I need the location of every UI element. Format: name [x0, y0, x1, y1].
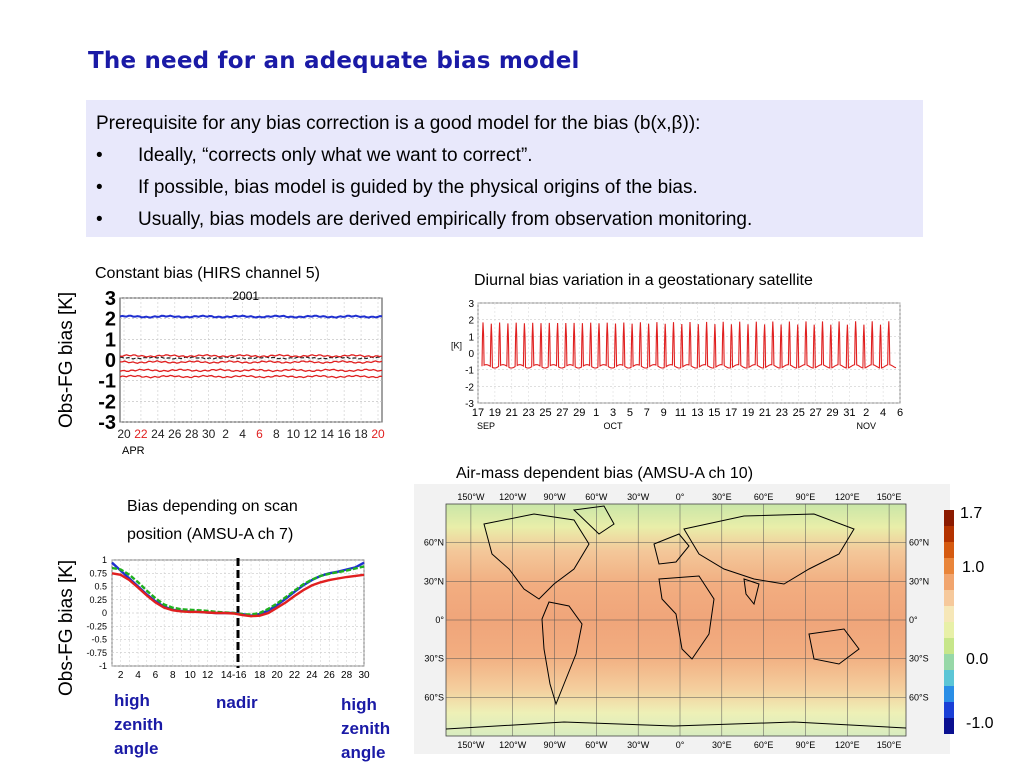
y-tick-label: 2 — [104, 308, 116, 331]
y-tick-label: 0 — [104, 350, 116, 372]
bullet-item — [96, 140, 913, 172]
y-tick-label: -0.25 — [86, 621, 107, 632]
colorbar-segment — [944, 702, 954, 718]
y-tick-label: 0.75 — [89, 568, 107, 579]
y-tick-label: 1 — [468, 332, 474, 344]
x-tick-label: 1 — [593, 407, 600, 419]
x-tick-label: 28 — [341, 670, 353, 681]
x-tick-label: 27 — [556, 407, 569, 419]
colorbar-segment — [944, 558, 954, 574]
x-tick-label: 12 — [202, 670, 214, 681]
x-tick-label: 4 — [239, 427, 246, 441]
y-tick-label: 0 — [468, 349, 474, 360]
caption-hirs: Constant bias (HIRS channel 5) — [95, 265, 320, 282]
airmass-map — [414, 484, 950, 754]
y-tick-label-left: 30°N — [423, 576, 444, 587]
bullet-text: Ideally, “corrects only what we want to correct”. — [138, 145, 533, 166]
intro-text: Prerequisite for any bias correction is a good model for the bias (b(x,β)): — [96, 113, 701, 134]
y-tick-label: 0 — [101, 608, 107, 618]
x-tick-label-bottom: 120°E — [834, 740, 860, 750]
note-left — [114, 689, 163, 761]
x-tick-label: 3 — [609, 407, 617, 419]
x-tick-label-bottom: 0° — [675, 740, 685, 750]
y-tick-label-left: 30°S — [424, 653, 444, 664]
page-title: The need for an adequate bias model — [88, 48, 580, 74]
note-right-line: zenith — [341, 719, 391, 738]
x-tick-label: 6 — [896, 407, 904, 419]
x-tick-label: 2 — [117, 670, 124, 681]
note-right — [341, 693, 390, 765]
bullet-item — [96, 204, 913, 236]
x-tick-label: 28 — [185, 427, 199, 441]
y-tick-label: -0.5 — [91, 634, 107, 645]
x-tick-label: 23 — [522, 407, 535, 419]
x-tick-label-top: 60°E — [753, 492, 774, 502]
y-tick-label: -3 — [465, 399, 474, 410]
x-tick-label: 25 — [539, 407, 552, 419]
x-tick-label: 24 — [151, 427, 165, 441]
colorbar-segment — [944, 526, 954, 542]
x-tick-label: 23 — [775, 407, 788, 419]
colorbar-segment — [944, 686, 954, 702]
prerequisite-box — [86, 100, 923, 237]
colorbar-segment — [944, 606, 954, 622]
x-tick-label: 11 — [674, 407, 687, 419]
y-tick-label-right: 30°N — [909, 576, 930, 587]
x-tick-label: 10 — [286, 427, 301, 441]
note-right-line: angle — [341, 743, 386, 762]
colorbar-segment — [944, 542, 954, 558]
x-tick-label-bottom: 150°E — [876, 740, 902, 750]
y-tick-label: 3 — [468, 299, 474, 310]
colorbar-segment — [944, 654, 954, 670]
x-tick-label: 30 — [201, 427, 216, 441]
scan-chart — [84, 552, 374, 692]
colorbar-label: 1.0 — [962, 559, 985, 576]
x-tick-label: 29 — [826, 407, 839, 419]
y-tick-label-right: 30°S — [909, 653, 929, 664]
y-unit-label: [K] — [450, 340, 462, 351]
ylabel-bottom: Obs-FG bias [K] — [56, 559, 77, 696]
x-tick-label-bottom: 30°W — [627, 740, 650, 750]
x-tick-label: 19 — [741, 407, 755, 419]
x-tick-label: 18 — [254, 670, 266, 681]
colorbar-segment — [944, 510, 954, 526]
note-right-line: high — [341, 695, 377, 714]
x-tick-label: 16 — [337, 427, 351, 441]
x-tick-label: 15 — [708, 407, 721, 419]
x-tick-label: 7 — [643, 407, 650, 419]
y-tick-label: -1 — [98, 661, 107, 671]
x-tick-label: 26 — [323, 670, 335, 681]
x-tick-label: 18 — [354, 427, 368, 441]
x-tick-label-top: 90°E — [795, 492, 816, 502]
colorbar-segment — [944, 718, 954, 734]
y-tick-label: 0.5 — [94, 581, 107, 592]
x-tick-label: 29 — [573, 407, 586, 419]
y-tick-label: -0.75 — [86, 647, 107, 658]
x-tick-label: 17 — [471, 407, 485, 419]
x-tick-label: 8 — [170, 670, 176, 681]
x-tick-label: 13 — [691, 407, 704, 419]
colorbar-segment — [944, 638, 954, 654]
caption-diurnal: Diurnal bias variation in a geostationary satellite — [474, 272, 813, 289]
colorbar-segment — [944, 574, 954, 590]
x-tick-label: 4 — [880, 407, 887, 419]
y-tick-label: -2 — [465, 382, 474, 394]
colorbar-segment — [944, 622, 954, 638]
x-tick-label-top: 60°W — [585, 492, 608, 502]
y-tick-label: -1 — [98, 370, 116, 393]
x-axis-label: APR — [122, 445, 145, 457]
month-label: SEP — [476, 421, 496, 431]
x-tick-label: 25 — [792, 407, 805, 419]
bullet-mark: • — [96, 177, 103, 198]
caption-scan-2: position (AMSU-A ch 7) — [127, 526, 294, 543]
x-tick-label-bottom: 30°E — [712, 740, 732, 750]
x-tick-label: 17 — [725, 407, 738, 419]
colorbar-label: 0.0 — [966, 651, 989, 668]
x-tick-label: 20 — [371, 427, 385, 441]
hirs-chart — [88, 288, 388, 458]
y-tick-label: 3 — [104, 288, 116, 310]
x-tick-label: 22 — [288, 670, 301, 681]
colorbar-segment — [944, 590, 954, 606]
caption-scan-1: Bias depending on scan — [127, 498, 298, 515]
x-tick-label: 8 — [273, 427, 280, 441]
x-tick-label: 4 — [135, 670, 141, 681]
x-tick-label: 6 — [256, 427, 263, 441]
y-tick-label-right: 60°S — [909, 692, 929, 703]
diurnal-chart — [440, 294, 910, 434]
x-tick-label: 2 — [863, 407, 870, 419]
x-tick-label-bottom: 60°W — [585, 740, 608, 750]
x-tick-label: 10 — [184, 670, 196, 681]
x-tick-label: 14-16 — [220, 670, 247, 681]
x-tick-label: 20 — [117, 427, 131, 441]
colorbar-segment — [944, 670, 954, 686]
y-tick-label-right: 0° — [909, 615, 918, 625]
x-tick-label: 2 — [222, 427, 229, 441]
x-tick-label-bottom: 90°W — [543, 740, 566, 750]
note-left-line: angle — [114, 739, 159, 758]
note-left-line: high — [114, 691, 150, 710]
bullet-text: Usually, bias models are derived empirically from observation monitoring. — [138, 209, 753, 230]
x-tick-label: 12 — [303, 427, 317, 441]
x-tick-label-bottom: 150°W — [457, 740, 485, 750]
y-tick-label: 2 — [468, 315, 474, 327]
bullet-mark: • — [96, 209, 103, 230]
bullet-mark: • — [96, 145, 103, 166]
x-tick-label: 27 — [809, 407, 822, 419]
colorbar-label: -1.0 — [966, 715, 994, 732]
x-tick-label-bottom: 90°E — [795, 740, 816, 750]
x-tick-label: 5 — [626, 407, 633, 419]
x-tick-label: 6 — [152, 670, 159, 681]
month-label: OCT — [603, 421, 623, 431]
x-tick-label: 26 — [168, 427, 182, 441]
x-tick-label-bottom: 60°E — [753, 740, 774, 750]
note-left-line: zenith — [114, 715, 164, 734]
note-nadir: nadir — [216, 693, 258, 712]
x-tick-label: 14 — [320, 427, 334, 441]
x-tick-label: 21 — [758, 407, 772, 419]
y-tick-label: -2 — [98, 391, 116, 414]
y-tick-label-right: 60°N — [909, 537, 930, 548]
colorbar-label: 1.7 — [960, 505, 983, 522]
caption-airmass: Air-mass dependent bias (AMSU-A ch 10) — [456, 465, 754, 482]
x-tick-label-top: 30°W — [627, 492, 650, 502]
y-tick-label-left: 60°S — [424, 692, 444, 703]
x-tick-label: 19 — [488, 407, 502, 419]
x-tick-label: 9 — [660, 407, 667, 419]
y-tick-label: 1 — [104, 329, 116, 352]
y-tick-label-left: 0° — [435, 615, 444, 625]
x-tick-label-top: 150°W — [457, 492, 485, 502]
y-tick-label-left: 60°N — [423, 537, 444, 548]
x-tick-label-bottom: 120°W — [499, 740, 527, 750]
x-tick-label-top: 150°E — [876, 492, 902, 502]
x-tick-label: 20 — [271, 670, 283, 681]
x-tick-label-top: 0° — [675, 492, 685, 502]
bullet-item — [96, 172, 913, 204]
y-tick-label: -1 — [465, 365, 474, 377]
colorbar — [940, 496, 1024, 746]
x-tick-label: 31 — [843, 407, 856, 419]
x-tick-label: 24 — [306, 670, 318, 681]
ylabel-top: Obs-FG bias [K] — [56, 291, 77, 428]
x-tick-label-top: 120°W — [499, 492, 527, 502]
x-tick-label: 22 — [134, 427, 148, 441]
y-tick-label: 0.25 — [89, 594, 107, 605]
month-label: NOV — [856, 421, 876, 431]
bullet-text: If possible, bias model is guided by the physical origins of the bias. — [138, 177, 698, 198]
x-tick-label: 21 — [505, 407, 518, 419]
y-tick-label: -3 — [98, 412, 116, 434]
x-tick-label-top: 120°E — [834, 492, 860, 502]
y-tick-label: 1 — [101, 555, 107, 565]
x-tick-label-top: 30°E — [712, 492, 732, 502]
x-tick-label: 30 — [358, 670, 370, 681]
chart-title: 2001 — [232, 289, 260, 303]
x-tick-label-top: 90°W — [543, 492, 566, 502]
